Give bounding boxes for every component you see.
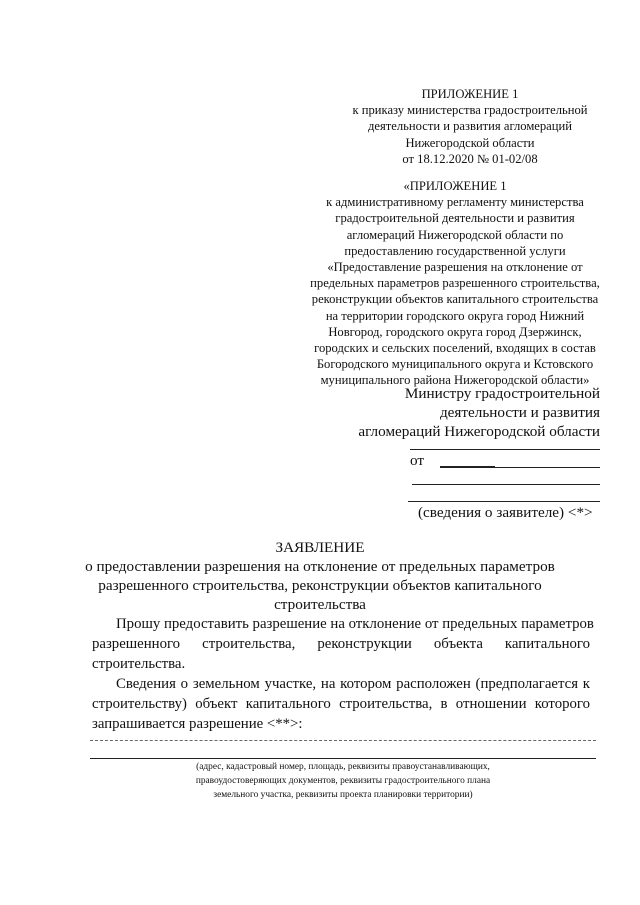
appendix2-line: муниципального района Нижегородской области» [320,373,590,388]
addressee-line: агломераций Нижегородской области [358,423,600,440]
footnote-line: правоудостоверяющих документов, реквизиты градостроительного плана [195,776,491,786]
paragraph-line: строительству) объект капитального строительства, в отношении которого [92,696,590,712]
appendix2-line: градостроительной деятельности и развития [335,211,575,226]
statement-block [60,538,580,614]
appendix2-line: предельных параметров разрешенного строительства, [310,276,600,291]
appendix2-line: «Предоставление разрешения на отклонение от [327,260,583,275]
paragraph-line: Сведения о земельном участке, на котором расположен (предполагается к [116,676,590,692]
paragraph-line: запрашивается разрешение <**>: [92,716,303,732]
applicant-blank-line[interactable] [408,501,600,502]
footnote-line: (адрес, кадастровый номер, площадь, реквизиты правоустанавливающих, [196,762,490,772]
applicant-note: (сведения о заявителе) <*> [418,504,593,521]
appendix1-line: Нижегородской области [405,135,535,150]
land-info-paragraph [92,674,590,734]
appendix2-line: предоставлению государственной услуги [344,243,566,258]
paragraph-line: строительства. [92,656,186,672]
statement-subtitle-line: строительства [274,596,366,613]
footnote-line: земельного участка, реквизиты проекта планировки территории) [213,790,473,800]
request-paragraph [92,614,594,674]
statement-subtitle-line: разрешенного строительства, реконструкции объектов капитального [98,577,542,594]
statement-title: ЗАЯВЛЕНИЕ [275,539,365,556]
applicant-blank-line[interactable] [440,466,495,468]
statement-subtitle-line: о предоставлении разрешения на отклонение от предельных параметров [85,558,555,575]
appendix2-line: агломераций Нижегородской области по [346,227,564,242]
land-info-blank-line[interactable] [90,740,596,741]
appendix1-title: ПРИЛОЖЕНИЕ 1 [421,87,519,101]
addressee-line: деятельности и развития [439,404,600,421]
appendix2-line: реконструкции объектов капитального строительства [311,292,599,307]
appendix1-line: деятельности и развития агломераций [368,119,572,134]
applicant-blank-line[interactable] [495,467,600,468]
appendix1-line: к приказу министерства градостроительной [352,103,588,118]
addressee-block [350,384,600,441]
appendix2-line: Богородского муниципального округа и Кстовского [316,357,594,372]
appendix2-title: «ПРИЛОЖЕНИЕ 1 [403,179,507,193]
appendix1-line: от 18.12.2020 № 01-02/08 [402,151,538,166]
appendix2-block [290,178,620,389]
paragraph-line: Прошу предоставить разрешение на отклонение от предельных параметров [116,616,594,632]
paragraph-line: разрешенного строительства, реконструкции объекта капитального [92,636,590,652]
addressee-line: Министру градостроительной [404,385,600,402]
appendix2-line: к административному регламенту министерства [326,195,584,210]
applicant-blank-line[interactable] [412,484,600,485]
appendix2-line: городских и сельских поселений, входящих в состав [314,341,596,356]
applicant-blank-line[interactable] [410,449,600,450]
land-info-blank-line[interactable] [90,758,596,759]
from-label: от [410,452,425,469]
appendix2-line: на территории городского округа город Нижний [325,308,585,323]
land-info-footnote [120,760,566,802]
appendix2-line: Новгород, городского округа город Дзержинск, [328,324,582,339]
appendix1-block [320,86,620,167]
